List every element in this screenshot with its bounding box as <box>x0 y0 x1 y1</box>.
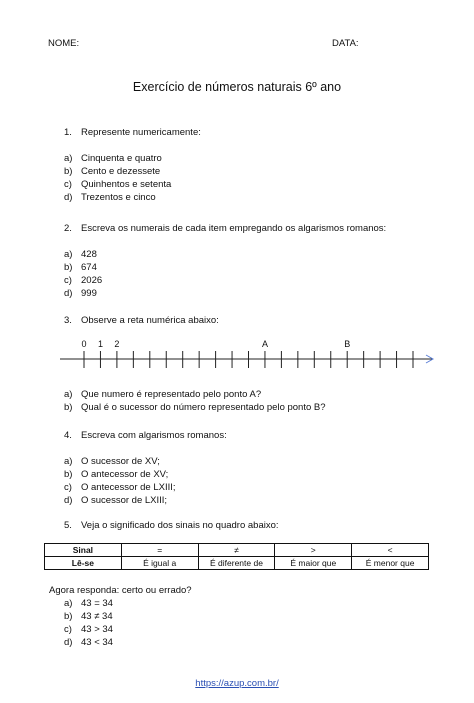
list-item <box>64 598 113 609</box>
question-text: Observe a reta numérica abaixo: <box>81 315 219 326</box>
item-text: 43 = 34 <box>81 598 113 609</box>
number-line-label: 2 <box>114 339 120 349</box>
item-label: d) <box>64 192 73 203</box>
signs-table <box>44 543 429 570</box>
question-number: 3. <box>64 315 72 326</box>
item-text: 2026 <box>81 275 103 286</box>
question-5 <box>64 520 279 531</box>
table-cell: < <box>352 544 429 557</box>
site-link[interactable]: https://azup.com.br/ <box>195 678 279 689</box>
list-item <box>64 402 326 413</box>
item-label: c) <box>64 482 72 493</box>
item-text: O antecessor de XV; <box>81 469 169 480</box>
table-row <box>45 544 429 557</box>
page-title: Exercício de números naturais 6º ano <box>132 80 342 94</box>
item-text: 43 < 34 <box>81 637 113 648</box>
list-item <box>64 495 167 506</box>
question-4 <box>64 430 227 441</box>
list-item <box>64 275 102 286</box>
list-item <box>64 469 168 480</box>
item-label: b) <box>64 611 73 622</box>
item-label: d) <box>64 637 73 648</box>
number-line-label: B <box>344 339 351 349</box>
question-number: 1. <box>64 127 72 138</box>
item-label: c) <box>64 624 72 635</box>
table-row <box>45 557 429 570</box>
item-label: b) <box>64 402 73 413</box>
list-item <box>64 153 162 164</box>
item-label: a) <box>64 598 73 609</box>
list-item <box>64 192 156 203</box>
name-label: NOME: <box>48 38 80 49</box>
item-label: c) <box>64 179 72 190</box>
item-text: 43 ≠ 34 <box>81 611 113 622</box>
table-cell: É diferente de <box>198 557 275 570</box>
item-text: Trezentos e cinco <box>81 192 156 203</box>
question-text: Escreva os numerais de cada item empregando os algarismos romanos: <box>81 223 387 234</box>
question-number: 2. <box>64 223 72 234</box>
date-label: DATA: <box>332 38 359 49</box>
item-text: 999 <box>81 288 97 299</box>
footer-link <box>0 678 474 689</box>
list-item <box>64 624 113 635</box>
item-label: a) <box>64 249 73 260</box>
list-item <box>64 262 97 273</box>
item-text: Quinhentos e setenta <box>81 179 172 190</box>
number-line <box>0 335 474 380</box>
item-label: d) <box>64 495 73 506</box>
item-label: a) <box>64 389 73 400</box>
item-label: b) <box>64 262 73 273</box>
item-label: b) <box>64 469 73 480</box>
list-item <box>64 389 261 400</box>
table-cell: É maior que <box>275 557 352 570</box>
item-text: 674 <box>81 262 97 273</box>
question-2 <box>64 223 386 234</box>
question-text: Represente numericamente: <box>81 127 201 138</box>
item-text: Que numero é representado pelo ponto A? <box>81 389 262 400</box>
number-line-label: A <box>261 339 268 349</box>
item-label: a) <box>64 153 73 164</box>
number-line-label: 0 <box>81 339 87 349</box>
question-number: 4. <box>64 430 72 441</box>
table-cell: > <box>275 544 352 557</box>
table-cell: ≠ <box>198 544 275 557</box>
question-text: Escreva com algarismos romanos: <box>81 430 227 441</box>
list-item <box>64 166 160 177</box>
table-cell: = <box>121 544 198 557</box>
question-1 <box>64 127 201 138</box>
list-item <box>64 482 176 493</box>
list-item <box>64 637 113 648</box>
item-text: 43 > 34 <box>81 624 113 635</box>
item-label: b) <box>64 166 73 177</box>
item-text: Cinquenta e quatro <box>81 153 162 164</box>
list-item <box>64 179 171 190</box>
item-text: Qual é o sucessor do número representado pelo ponto B? <box>81 402 326 413</box>
item-text: 428 <box>81 249 97 260</box>
table-cell: É menor que <box>352 557 429 570</box>
list-item <box>64 249 97 260</box>
item-text: O sucessor de XV; <box>81 456 160 467</box>
list-item <box>64 456 160 467</box>
question-number: 5. <box>64 520 72 531</box>
item-label: a) <box>64 456 73 467</box>
number-line-label: 1 <box>97 339 103 349</box>
table-cell: É igual a <box>121 557 198 570</box>
item-text: Cento e dezessete <box>81 166 161 177</box>
item-label: d) <box>64 288 73 299</box>
table-cell: Lê-se <box>45 557 122 570</box>
item-text: O sucessor de LXIII; <box>81 495 168 506</box>
item-text: O antecessor de LXIII; <box>81 482 176 493</box>
list-item <box>64 288 97 299</box>
answer-prompt: Agora responda: certo ou errado? <box>49 585 192 596</box>
table-cell: Sinal <box>45 544 122 557</box>
question-text: Veja o significado dos sinais no quadro abaixo: <box>81 520 279 531</box>
item-label: c) <box>64 275 72 286</box>
list-item <box>64 611 113 622</box>
question-3 <box>64 315 219 326</box>
